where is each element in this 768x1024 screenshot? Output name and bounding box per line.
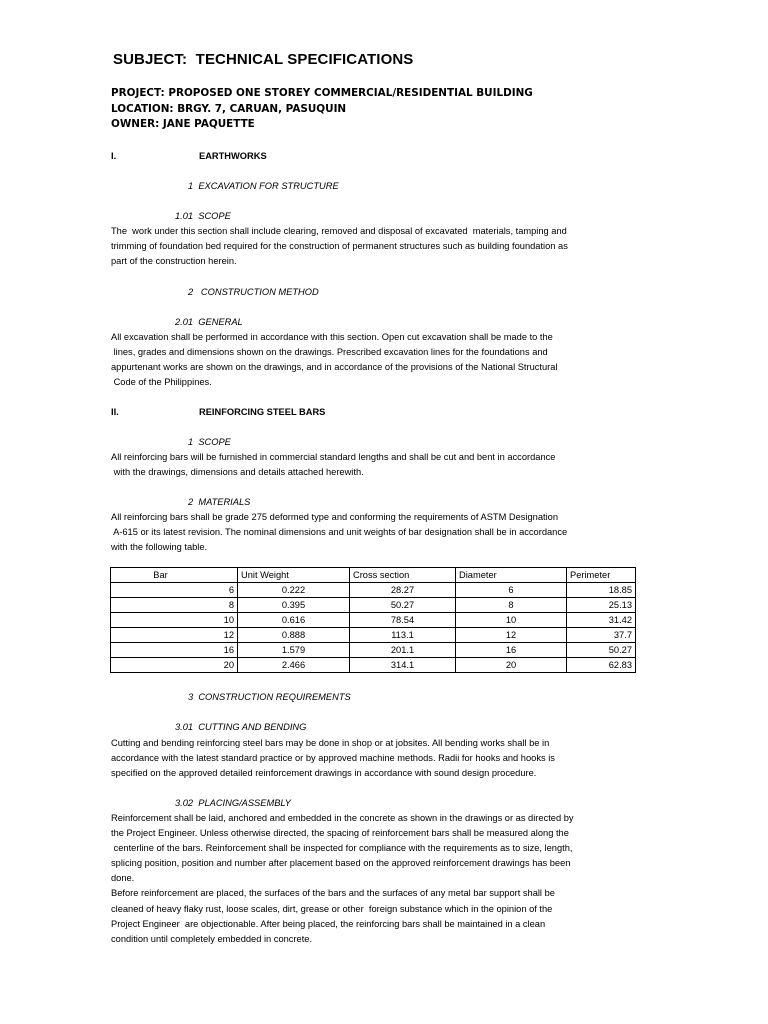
table-cell: 6	[111, 583, 238, 598]
table-header-cell: Diameter	[456, 568, 567, 583]
table-cell: 12	[456, 628, 567, 643]
paragraph-line: splicing position, position and number after placement based on the approved reinforcement drawings has been	[111, 858, 571, 869]
table-cell: 0.395	[238, 598, 350, 613]
subsection-heading: 2 CONSTRUCTION METHOD	[188, 287, 319, 297]
paragraph-line: condition until completely embedded in concrete.	[111, 933, 313, 944]
paragraph-line: with the following table.	[111, 542, 208, 553]
section-title: REINFORCING STEEL BARS	[199, 407, 326, 417]
table-cell: 8	[456, 598, 567, 613]
table-header-cell: Unit Weight	[238, 568, 350, 583]
subsection-heading: 3.02 PLACING/ASSEMBLY	[175, 798, 291, 808]
table-header-cell: Cross section	[350, 568, 456, 583]
paragraph	[111, 330, 631, 390]
section-title: EARTHWORKS	[199, 151, 267, 161]
paragraph-line: accordance with the latest standard practice or by approved machine methods. Radii for hooks and hooks is	[111, 753, 555, 764]
table-cell: 12	[111, 628, 238, 643]
table-cell: 2.466	[238, 658, 350, 673]
section-number: II.	[111, 407, 119, 417]
subsection-heading: 1 EXCAVATION FOR STRUCTURE	[188, 181, 339, 191]
bar-dimensions-table	[110, 567, 636, 673]
table-cell: 28.27	[350, 583, 456, 598]
paragraph-line: centerline of the bars. Reinforcement shall be inspected for compliance with the requirements as to size, length,	[111, 843, 573, 854]
table-cell: 78.54	[350, 613, 456, 628]
table-cell: 18.85	[567, 583, 636, 598]
table-cell: 20	[456, 658, 567, 673]
paragraph-line: appurtenant works are shown on the drawings, and in accordance of the provisions of the National Structural	[111, 362, 558, 373]
paragraph-line: cleaned of heavy flaky rust, loose scales, dirt, grease or other foreign substance which in the opinion of the	[111, 903, 553, 914]
table-cell: 20	[111, 658, 238, 673]
subsection-heading: 2 MATERIALS	[188, 497, 251, 507]
table-cell: 16	[456, 643, 567, 658]
paragraph-line: Reinforcement shall be laid, anchored and embedded in the concrete as shown in the drawings or as directed by	[111, 813, 574, 823]
table-cell: 6	[456, 583, 567, 598]
paragraph-line: lines, grades and dimensions shown on the drawings. Prescribed excavation lines for the foundations and	[111, 347, 548, 358]
table-header-row	[111, 568, 636, 583]
table-row	[111, 613, 636, 628]
table-cell: 0.888	[238, 628, 350, 643]
section-number: I.	[111, 151, 117, 161]
paragraph-line: Cutting and bending reinforcing steel bars may be done in shop or at jobsites. All bending works shall be in	[111, 738, 550, 748]
subsection-heading: 3 CONSTRUCTION REQUIREMENTS	[188, 692, 351, 702]
table-cell: 314.1	[350, 658, 456, 673]
table-row	[111, 628, 636, 643]
paragraph-line: with the drawings, dimensions and details attached herewith.	[111, 467, 364, 478]
table-cell: 31.42	[567, 613, 636, 628]
subsection-heading: 1.01 SCOPE	[175, 211, 231, 221]
table-cell: 62.83	[567, 658, 636, 673]
document-subject: SUBJECT: TECHNICAL SPECIFICATIONS	[113, 51, 414, 68]
table-cell: 25.13	[567, 598, 636, 613]
paragraph	[111, 510, 631, 555]
table-cell: 0.616	[238, 613, 350, 628]
table-header-cell: Bar	[111, 568, 238, 583]
paragraph-line: Project Engineer are objectionable. After being placed, the reinforcing bars shall be maintained in a clean	[111, 918, 546, 929]
paragraph-line: Code of the Philippines.	[111, 377, 212, 388]
subsection-heading: 1 SCOPE	[188, 437, 231, 447]
table-cell: 113.1	[350, 628, 456, 643]
subsection-heading: 3.01 CUTTING AND BENDING	[175, 722, 307, 732]
table-cell: 8	[111, 598, 238, 613]
paragraph-line: All reinforcing bars shall be grade 275 deformed type and conforming the requirements of ASTM Designation	[111, 512, 559, 522]
paragraph-line: The work under this section shall include clearing, removed and disposal of excavated materials, tamping and	[111, 226, 567, 236]
table-cell: 10	[111, 613, 238, 628]
table-cell: 16	[111, 643, 238, 658]
table-cell: 50.27	[350, 598, 456, 613]
paragraph	[111, 736, 631, 781]
table-row	[111, 658, 636, 673]
paragraph-line: specified on the approved detailed reinforcement drawings in accordance with sound design procedure.	[111, 768, 537, 779]
project-line: PROJECT: PROPOSED ONE STOREY COMMERCIAL/RESIDENTIAL BUILDING	[111, 87, 533, 99]
paragraph-line: A-615 or its latest revision. The nominal dimensions and unit weights of bar designation shall be in accordance	[111, 527, 568, 538]
paragraph-line: part of the construction herein.	[111, 256, 237, 267]
table-row	[111, 643, 636, 658]
paragraph	[111, 450, 631, 480]
paragraph-line: All reinforcing bars will be furnished in commercial standard lengths and shall be cut and bent in accordance	[111, 452, 556, 462]
table-cell: 1.579	[238, 643, 350, 658]
table-row	[111, 598, 636, 613]
table-cell: 201.1	[350, 643, 456, 658]
table-row	[111, 583, 636, 598]
table-header-cell: Perimeter	[567, 568, 636, 583]
paragraph	[111, 811, 631, 947]
location-line: LOCATION: BRGY. 7, CARUAN, PASUQUIN	[111, 103, 347, 115]
subsection-heading: 2.01 GENERAL	[175, 317, 243, 327]
table-cell: 0.222	[238, 583, 350, 598]
table-cell: 37.7	[567, 628, 636, 643]
paragraph-line: trimming of foundation bed required for the construction of permanent structures such as building foundation as	[111, 241, 568, 252]
paragraph-line: done.	[111, 873, 135, 884]
table-cell: 50.27	[567, 643, 636, 658]
owner-line: OWNER: JANE PAQUETTE	[111, 118, 255, 130]
paragraph-line: the Project Engineer. Unless otherwise directed, the spacing of reinforcement bars shall be measured along the	[111, 828, 569, 839]
table-cell: 10	[456, 613, 567, 628]
paragraph	[111, 224, 631, 269]
paragraph-line: All excavation shall be performed in accordance with this section. Open cut excavation shall be made to the	[111, 332, 553, 342]
paragraph-line: Before reinforcement are placed, the surfaces of the bars and the surfaces of any metal bar support shall be	[111, 888, 555, 899]
